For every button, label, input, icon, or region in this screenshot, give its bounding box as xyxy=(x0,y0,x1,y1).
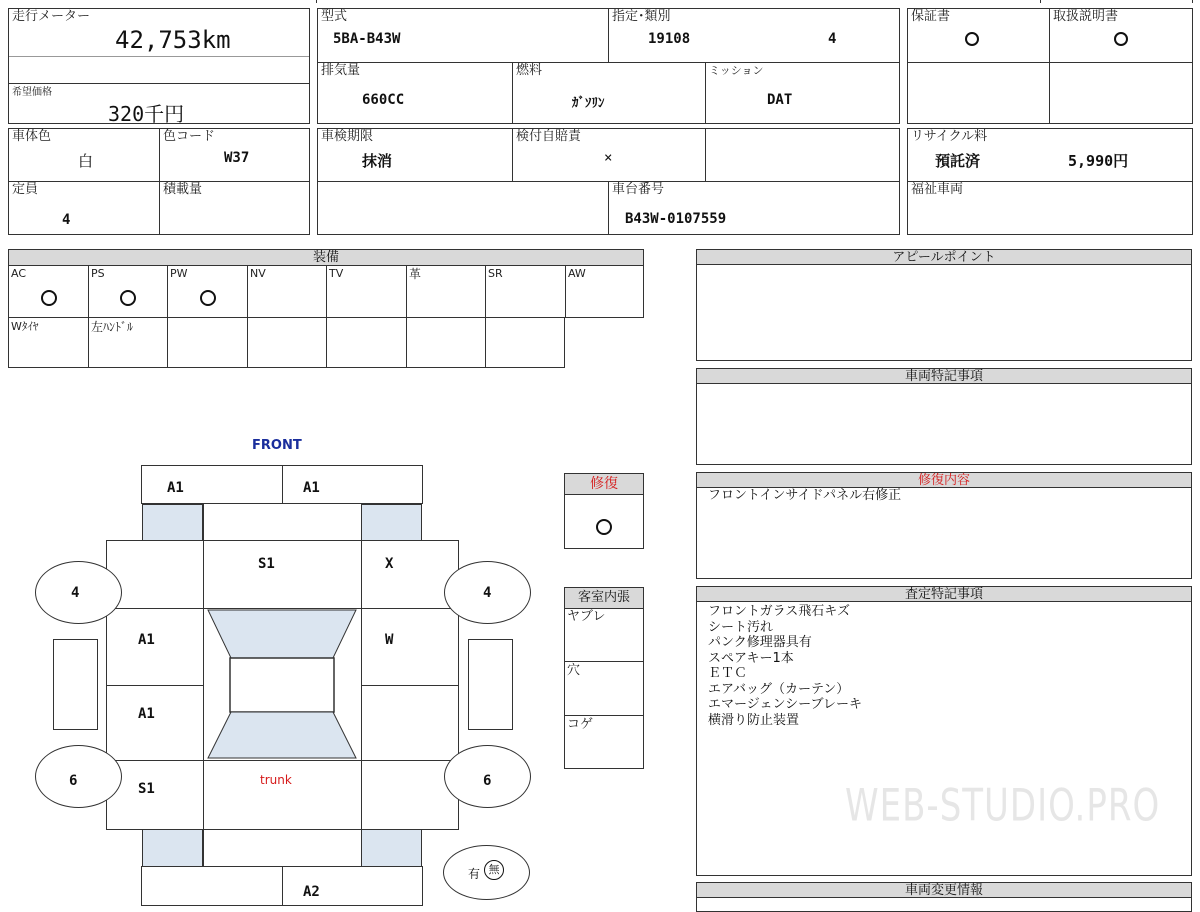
repair-flag-label: 修復 xyxy=(564,473,644,495)
assessment-line: パンク修理器具有 xyxy=(708,635,812,650)
repair-header: 修復内容 xyxy=(696,472,1192,488)
dotted-divider xyxy=(9,56,309,57)
rear-right-light xyxy=(361,829,422,867)
front-label: FRONT xyxy=(252,438,302,453)
chassis-label: 車台番号 xyxy=(612,182,665,197)
divider xyxy=(1049,9,1050,123)
mission-value: DAT xyxy=(767,92,793,108)
trunk-label: trunk xyxy=(260,773,292,787)
part-right-fender: X xyxy=(385,556,394,572)
part-hood: S1 xyxy=(258,556,275,572)
part-front-right: A1 xyxy=(303,480,320,496)
class-value: 4 xyxy=(828,31,837,47)
displacement-value: 660CC xyxy=(362,92,405,108)
front-right-light xyxy=(361,504,422,541)
divider xyxy=(9,83,309,84)
designation-value: 19108 xyxy=(648,31,691,47)
spare-no-label: 無 xyxy=(484,860,504,880)
insurance-label: 検付自賠責 xyxy=(516,129,582,144)
tire-front-left-value: 4 xyxy=(71,585,80,601)
price-value: 320千円 xyxy=(108,102,185,126)
equipment-header: 装備 xyxy=(8,249,644,266)
color-code-value: W37 xyxy=(224,150,250,166)
assessment-header: 査定特記事項 xyxy=(696,586,1192,602)
part-left-rear-door: A1 xyxy=(138,706,155,722)
fuel-value: ｶﾞｿﾘﾝ xyxy=(572,96,605,111)
mileage-value: 42,753km xyxy=(115,26,231,54)
part-left-front-door: A1 xyxy=(138,632,155,648)
color-code-label: 色コード xyxy=(163,129,216,144)
divider xyxy=(159,129,160,234)
part-left-quarter: S1 xyxy=(138,781,155,797)
roof-icon xyxy=(230,658,334,712)
displacement-label: 排気量 xyxy=(321,63,361,78)
warranty-label: 保証書 xyxy=(911,9,951,24)
divider xyxy=(318,62,899,63)
repair-text: フロントインサイドパネル右修正 xyxy=(708,488,902,503)
assessment-line: シート汚れ xyxy=(708,619,774,635)
equip-ps-check-icon xyxy=(120,290,136,306)
tire-front-right-value: 4 xyxy=(483,585,492,601)
rear-window-icon xyxy=(208,712,356,758)
color-value: 白 xyxy=(78,152,94,170)
part-right-front-door: W xyxy=(385,632,394,648)
manual-label: 取扱説明書 xyxy=(1053,9,1119,24)
appeal-header: アピールポイント xyxy=(696,249,1192,265)
designation-label: 指定･類別 xyxy=(612,9,671,24)
special-header: 車両特記事項 xyxy=(696,368,1192,384)
recycle-label: リサイクル料 xyxy=(911,129,988,144)
inspection-value: 抹消 xyxy=(362,152,393,170)
equip-pw-check-icon xyxy=(200,290,216,306)
model-label: 型式 xyxy=(321,9,348,24)
warranty-check-icon xyxy=(965,32,979,46)
price-label: 希望価格 xyxy=(12,87,52,98)
inspection-label: 車検期限 xyxy=(321,129,374,144)
equip-tv-label: TV xyxy=(329,267,344,280)
divider xyxy=(512,129,513,181)
equip-ac-label: AC xyxy=(11,267,27,280)
assessment-line: エマージェンシーブレーキ xyxy=(708,697,862,712)
assessment-line: ＥＴＣ xyxy=(708,666,748,681)
equip-nv-label: NV xyxy=(250,267,266,280)
assessment-list xyxy=(708,604,862,728)
assessment-line: エアバッグ（カーテン） xyxy=(708,681,850,697)
chassis-value: B43W-0107559 xyxy=(625,211,727,227)
divider xyxy=(705,129,706,181)
color-label: 車体色 xyxy=(12,129,52,144)
rear-left-light xyxy=(142,829,203,867)
interior-burn-label: コゲ xyxy=(567,717,594,732)
part-rear: A2 xyxy=(303,884,320,900)
welfare-label: 福祉車両 xyxy=(911,182,964,197)
equip-ac-check-icon xyxy=(41,290,57,306)
watermark: WEB-STUDIO.PRO xyxy=(845,780,1161,832)
interior-tear-label: ヤブレ xyxy=(567,609,606,624)
right-side-panel xyxy=(468,639,513,730)
warranty-box xyxy=(907,8,1193,124)
divider xyxy=(608,9,609,62)
assessment-line: 横滑り防止装置 xyxy=(708,712,800,728)
equip-pw-label: PW xyxy=(170,267,188,280)
capacity-value: 4 xyxy=(62,212,71,228)
change-header: 車両変更情報 xyxy=(696,882,1192,898)
recycle-status: 預託済 xyxy=(935,152,981,170)
equip-sr-label: SR xyxy=(488,267,503,280)
spare-yes-label: 有 xyxy=(468,867,481,881)
front-left-light xyxy=(142,504,203,541)
divider xyxy=(608,181,609,234)
mileage-label: 走行メーター xyxy=(12,9,91,24)
divider xyxy=(908,62,1192,63)
load-label: 積載量 xyxy=(163,182,203,197)
equip-ps-label: PS xyxy=(91,267,105,280)
part-front-left: A1 xyxy=(167,480,184,496)
assessment-line: フロントガラス飛石キズ xyxy=(708,604,850,619)
mission-label: ミッション xyxy=(709,64,764,77)
equip-leather-label: 革 xyxy=(409,267,422,281)
capacity-label: 定員 xyxy=(12,182,39,197)
divider xyxy=(512,62,513,123)
windshield-icon xyxy=(208,610,356,658)
manual-check-icon xyxy=(1114,32,1128,46)
interior-label: 客室内張 xyxy=(564,587,644,609)
equip-aw-label: AW xyxy=(568,267,586,280)
insurance-value: × xyxy=(604,150,613,166)
divider xyxy=(705,62,706,123)
appeal-box xyxy=(696,249,1192,361)
tire-rear-right-value: 6 xyxy=(483,773,492,789)
recycle-amount: 5,990円 xyxy=(1068,152,1129,170)
left-side-panel xyxy=(53,639,98,730)
model-value: 5BA-B43W xyxy=(333,31,401,47)
interior-hole-label: 穴 xyxy=(567,663,581,678)
tire-rear-left xyxy=(35,745,122,808)
cabin-glass xyxy=(203,608,361,760)
tire-rear-left-value: 6 xyxy=(69,773,78,789)
assessment-line: スペアキー1本 xyxy=(708,650,794,666)
repair-flag-check-icon xyxy=(596,519,612,535)
equip-lefthandle-label: 左ﾊﾝﾄﾞﾙ xyxy=(91,320,134,334)
fuel-label: 燃料 xyxy=(516,63,543,78)
equip-wtire-label: Wﾀｲﾔ xyxy=(11,320,39,333)
